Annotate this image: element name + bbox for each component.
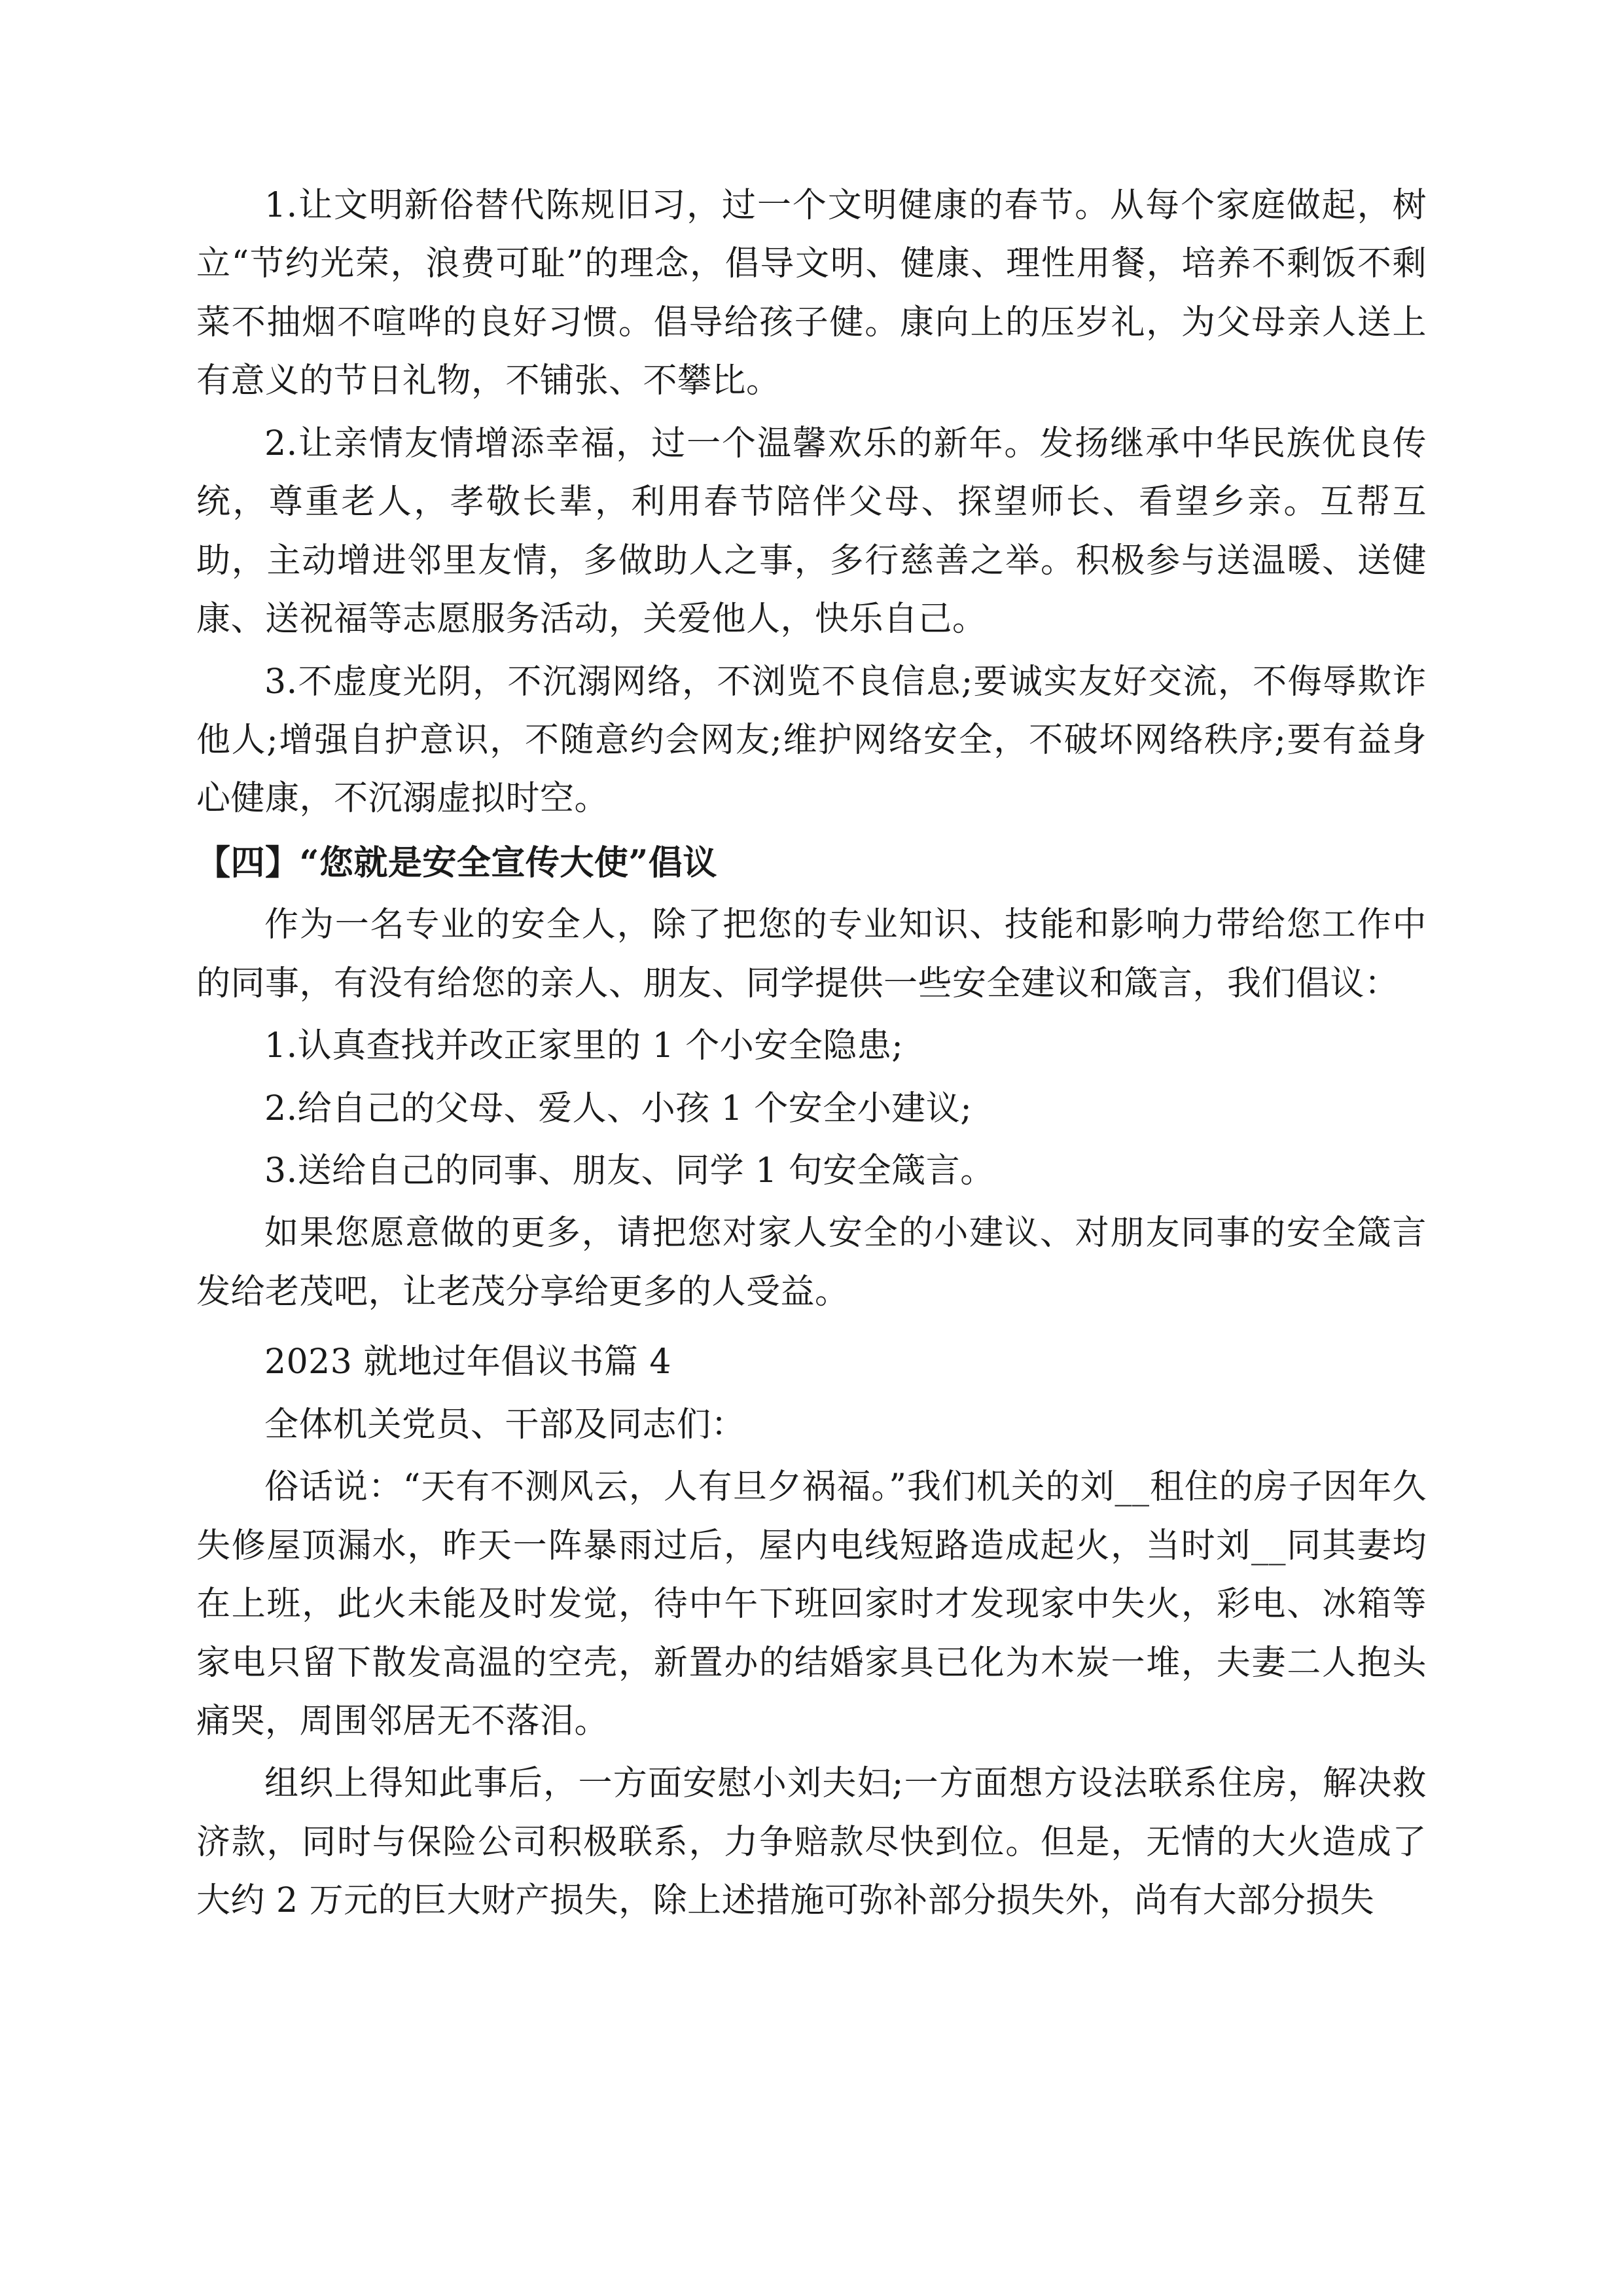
paragraph-2: 2.让亲情友情增添幸福，过一个温馨欢乐的新年。发扬继承中华民族优良传统，尊重老人，孝敬长辈，利用春节陪伴父母、探望师长、看望乡亲。互帮互助，主动增进邻里友情，多做助人之事，多行慈善之举。积极参与送温暖、送健康、送祝福等志愿服务活动，关爱他人，快乐自己。 xyxy=(196,423,1427,639)
paragraph-1: 1.让文明新俗替代陈规旧习，过一个文明健康的春节。从每个家庭做起，树立“节约光荣，浪费可耻”的理念，倡导文明、健康、理性用餐，培养不剩饭不剩菜不抽烟不喧哗的良好习惯。倡导给孩子健。康向上的压岁礼，为父母亲人送上有意义的节日礼物，不铺张、不攀比。 xyxy=(196,186,1427,401)
paragraph-7: 组织上得知此事后，一方面安慰小刘夫妇;一方面想方设法联系住房，解决救济款，同时与保险公司积极联系，力争赔款尽快到位。但是，无情的大火造成了大约 2 万元的巨大财产损失，除上述措施可弥补部分损失外，尚有大部分损失 xyxy=(196,1764,1427,1921)
paragraph-5: 如果您愿意做的更多，请把您对家人安全的小建议、对朋友同事的安全箴言发给老茂吧，让老茂分享给更多的人受益。 xyxy=(196,1213,1427,1312)
document-body xyxy=(196,177,1427,1931)
paragraph-4: 作为一名专业的安全人，除了把您的专业知识、技能和影响力带给您工作中的同事，有没有给您的亲人、朋友、同学提供一些安全建议和箴言，我们倡议： xyxy=(196,905,1427,1003)
article-title-part-4: 2023 就地过年倡议书篇 4 xyxy=(264,1342,671,1382)
paragraph-6: 俗话说：“天有不测风云，人有旦夕祸福。”我们机关的刘__租住的房子因年久失修屋顶漏水，昨天一阵暴雨过后，屋内电线短路造成起火，当时刘__同其妻均在上班，此火未能及时发觉，待中午下班回家时才发现家中失火，彩电、冰箱等家电只留下散发高温的空壳，新置办的结婚家具已化为木炭一堆，夫妻二人抱头痛哭，周围邻居无不落泪。 xyxy=(196,1467,1427,1741)
list-item-2: 2.给自己的父母、爱人、小孩 1 个安全小建议; xyxy=(264,1088,972,1128)
salutation: 全体机关党员、干部及同志们： xyxy=(264,1405,746,1444)
list-item-3: 3.送给自己的同事、朋友、同学 1 句安全箴言。 xyxy=(264,1151,995,1191)
section-heading-four: 【四】“您就是安全宣传大使”倡议 xyxy=(196,842,717,883)
list-item-1: 1.认真查找并改正家里的 1 个小安全隐患; xyxy=(264,1026,904,1066)
paragraph-3: 3.不虚度光阴，不沉溺网络，不浏览不良信息;要诚实友好交流，不侮辱欺诈他人;增强自护意识，不随意约会网友;维护网络安全，不破坏网络秩序;要有益身心健康，不沉溺虚拟时空。 xyxy=(196,662,1427,819)
